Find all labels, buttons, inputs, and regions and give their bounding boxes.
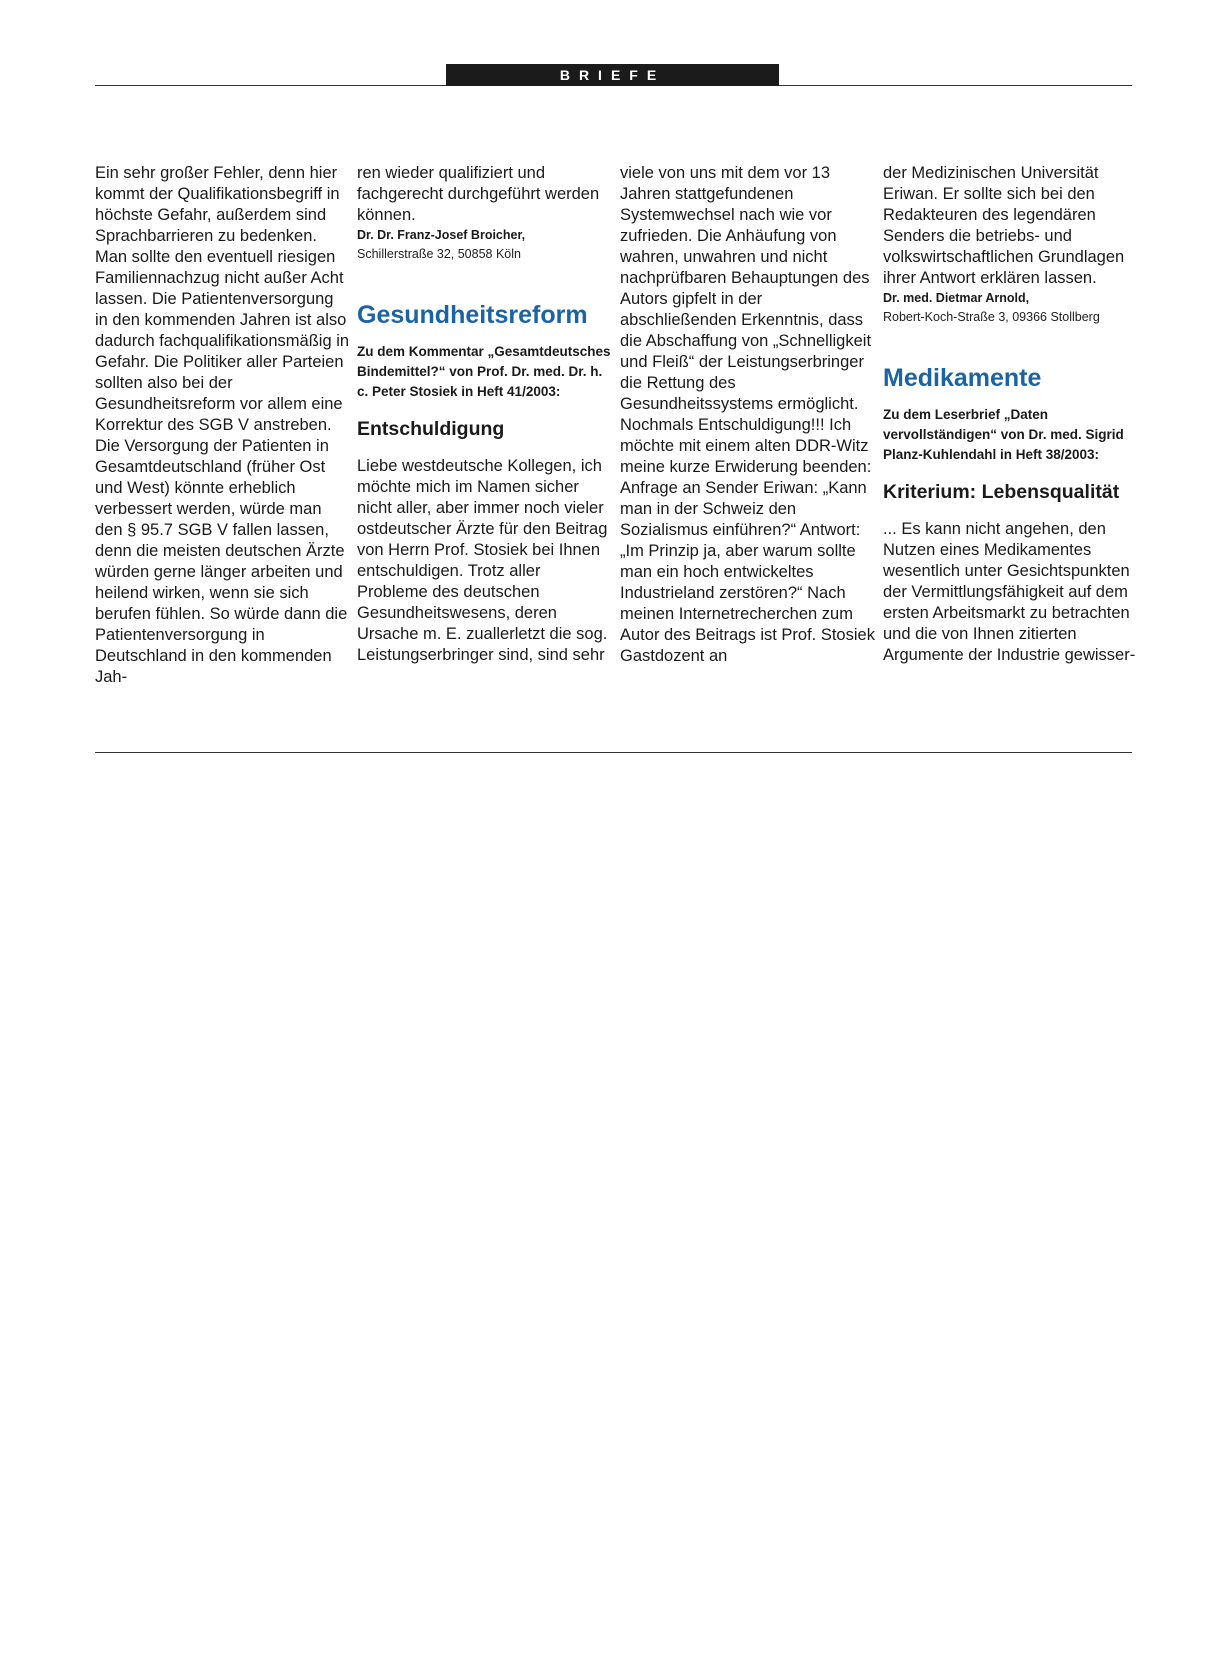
- letter-headline: Kriterium: Lebensqualität: [883, 481, 1120, 503]
- author-address: Schillerstraße 32, 50858 Köln: [357, 247, 521, 261]
- letter-text: Ein sehr großer Fehler, denn hier kommt der Qualifikationsbegriff in höchste Gefahr, außerdem sind Sprachbarrieren zu bedenken. Man sollte den eventuell riesigen Familiennachzug nicht außer Acht lassen. Die Patientenversorgung in den kommenden Jahren ist also dadurch fachqualifikationsmäßig in Gefahr. Die Politiker aller Parteien sollten also bei der Gesundheitsreform vor allem eine Korrektur des SGB V anstreben. Die Versorgung der Patienten in Gesamtdeutschland (früher Ost und West) könnte erheblich verbessert werden, würde man den § 95.7 SGB V fallen lassen, denn die meisten deutschen Ärzte würden gerne länger arbeiten und heilend wirken, wenn sie sich berufen fühlen. So würde dann die Patientenversorgung in Deutschland in den kommenden Jah-: [95, 164, 350, 686]
- column-1: [95, 163, 350, 688]
- section-label: BRIEFE: [446, 64, 779, 86]
- letter-text: Liebe westdeutsche Kollegen, ich möchte mich im Namen sicher nicht aller, aber immer noch vieler ostdeutscher Ärzte für den Beitrag von Herrn Prof. Stosiek bei Ihnen entschuldigen. Trotz aller Probleme des deutschen Gesundheitswesens, deren Ursache m. E. zuallerletzt die sog. Leistungserbringer sind, sind sehr: [357, 457, 608, 664]
- letter-text: viele von uns mit dem vor 13 Jahren stattgefundenen Systemwechsel nach wie vor zufrieden. Die Anhäufung von wahren, unwahren und nicht nachprüfbaren Behauptungen des Autors gipfelt in der abschließenden Erkenntnis, dass die Abschaffung von „Schnelligkeit und Fleiß“ der Leistungserbringer die Rettung des Gesundheitssystems ermöglicht. Nochmals Entschuldigung!!! Ich möchte mit einem alten DDR-Witz meine kurze Erwiderung beenden: Anfrage an Sender Eriwan: „Kann man in der Schweiz den Sozialismus einführen?“ Antwort: „Im Prinzip ja, aber warum sollte man ein hoch entwickeltes Industrieland zerstören?“ Nach meinen Internetrecherchen zum Autor des Beitrags ist Prof. Stosiek Gastdozent an: [620, 164, 875, 665]
- footer-rule: [95, 752, 1132, 753]
- letter-text: ... Es kann nicht angehen, den Nutzen eines Medikamentes wesentlich unter Gesichtspunkten der Vermittlungsfähigkeit auf dem ersten Arbeitsmarkt zu betrachten und die von Ihnen zitierten Argumente der Industrie gewisser-: [883, 520, 1136, 664]
- column-2: [357, 163, 612, 666]
- author-name: Dr. med. Dietmar Arnold,: [883, 291, 1030, 305]
- letter-text: der Medizinischen Universität Eriwan. Er sollte sich bei den Redakteuren des legendären Senders die betriebs- und volkswirtschaftlichen Grundlagen ihrer Antwort erklären lassen.: [883, 164, 1125, 287]
- letter-text: ren wieder qualifiziert und fachgerecht durchgeführt werden können.: [357, 164, 600, 224]
- letter-intro: Zu dem Leserbrief „Daten vervollständigen“ von Dr. med. Sigrid Planz-Kuhlendahl in Heft 38/2003:: [883, 407, 1124, 462]
- column-3: [620, 163, 875, 667]
- letter-headline: Entschuldigung: [357, 418, 505, 440]
- column-4: [883, 163, 1138, 666]
- topic-heading: Medikamente: [883, 364, 1042, 392]
- letter-intro: Zu dem Kommentar „Gesamtdeutsches Bindemittel?“ von Prof. Dr. med. Dr. h. c. Peter Stosiek in Heft 41/2003:: [357, 344, 611, 399]
- topic-heading: Gesundheitsreform: [357, 301, 588, 329]
- author-name: Dr. Dr. Franz-Josef Broicher,: [357, 228, 526, 242]
- author-address: Robert-Koch-Straße 3, 09366 Stollberg: [883, 310, 1100, 324]
